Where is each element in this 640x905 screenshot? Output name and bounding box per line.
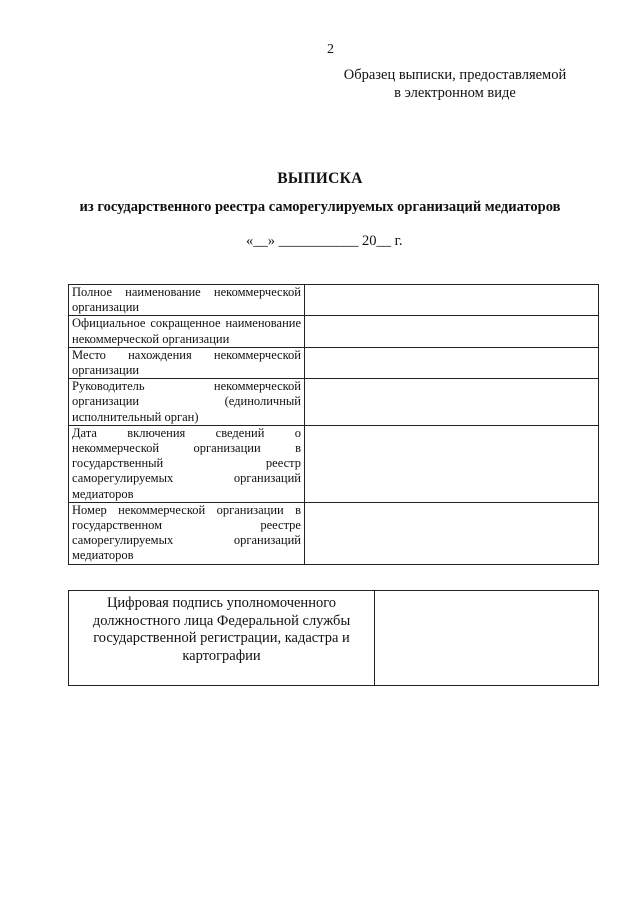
- row-label-registry-number: Номер некоммерческой организации в государственном реестре саморегулируемых организаций медиаторов: [69, 502, 305, 564]
- row-value-location: [305, 347, 599, 378]
- row-label-short-name: Официальное сокращенное наименование некоммерческой организации: [69, 316, 305, 347]
- row-value-short-name: [305, 316, 599, 347]
- page-number: 2: [327, 42, 334, 57]
- table-row: [69, 379, 599, 426]
- table-row: [69, 347, 599, 378]
- signature-table: [68, 590, 599, 686]
- row-label-head: Руководитель некоммерческой организации (единоличный исполнительный орган): [69, 379, 305, 426]
- signature-value: [375, 591, 599, 686]
- row-label-inclusion-date: Дата включения сведений о некоммерческой организации в государственный реестр саморегулируемых организаций медиаторов: [69, 425, 305, 502]
- row-value-registry-number: [305, 502, 599, 564]
- row-label-full-name: Полное наименование некоммерческой организации: [69, 285, 305, 316]
- table-row: [69, 502, 599, 564]
- table-row: [69, 316, 599, 347]
- date-line: «__» ___________ 20__ г.: [246, 233, 403, 249]
- sample-note-line-2: в электронном виде: [394, 85, 516, 101]
- table-row: [69, 591, 599, 686]
- signature-label: Цифровая подпись уполномоченного должностного лица Федеральной службы государственной регистрации, кадастра и картографии: [69, 591, 375, 686]
- document-title: ВЫПИСКА: [277, 170, 363, 187]
- row-value-full-name: [305, 285, 599, 316]
- row-value-head: [305, 379, 599, 426]
- table-row: [69, 425, 599, 502]
- registry-info-table: [68, 284, 599, 565]
- sample-note-line-1: Образец выписки, предоставляемой: [343, 67, 567, 83]
- row-value-inclusion-date: [305, 425, 599, 502]
- row-label-location: Место нахождения некоммерческой организации: [69, 347, 305, 378]
- sample-note: [330, 66, 580, 102]
- table-row: [69, 285, 599, 316]
- document-subtitle: из государственного реестра саморегулируемых организаций медиаторов: [79, 199, 561, 215]
